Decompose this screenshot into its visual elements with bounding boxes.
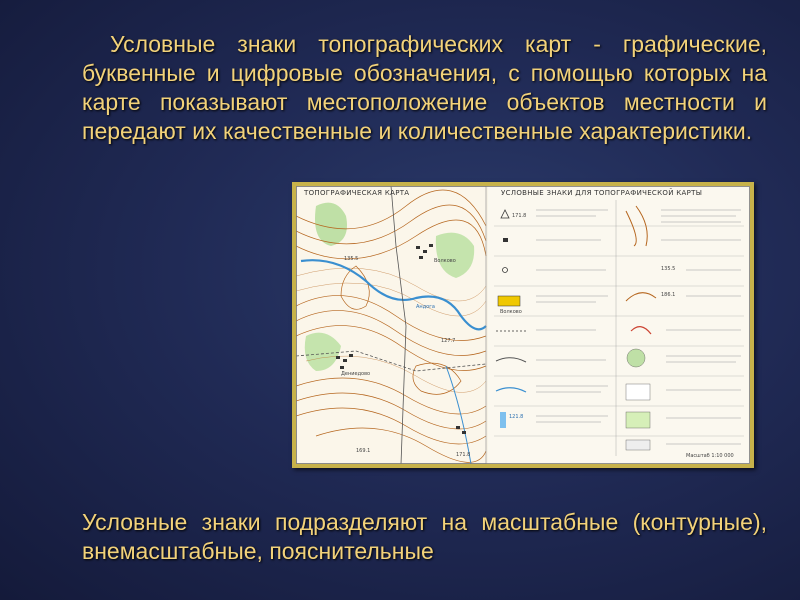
legend-scale: Масштаб 1:10 000 — [686, 453, 734, 459]
map-panel — [296, 186, 486, 464]
map-title: ТОПОГРАФИЧЕСКАЯ КАРТА — [304, 189, 410, 197]
map-village-label: Дениедово — [341, 371, 371, 377]
map-elevation-label: 135.5 — [344, 256, 359, 262]
legend-elevation-mark: 186.1 — [661, 292, 676, 298]
map-elevation-label: 127.7 — [441, 338, 456, 344]
legend-village-sign: Волково — [500, 309, 522, 315]
classification-paragraph: Условные знаки подразделяют на масштабные (контурные), внемасштабные, пояснительные — [82, 509, 767, 564]
map-river-label: Андога — [416, 304, 435, 310]
topographic-map-figure — [292, 182, 754, 468]
legend-panel — [488, 186, 750, 464]
map-elevation-label: 171.8 — [456, 452, 471, 458]
legend-triangle-elevation: 171.8 — [512, 213, 527, 219]
legend-depth-mark: 121.8 — [509, 414, 524, 420]
legend-title: УСЛОВНЫЕ ЗНАКИ ДЛЯ ТОПОГРАФИЧЕСКОЙ КАРТЫ — [501, 189, 703, 197]
map-elevation-label: 169.1 — [356, 448, 371, 454]
map-village-label: Волково — [434, 258, 456, 264]
legend-elevation-mark: 135.5 — [661, 266, 676, 272]
definition-paragraph: Условные знаки топографических карт - графические, буквенные и цифровые обозначения, с помощью которых на карте показывают местоположение объектов местности и передают их качественные и количественные характеристики. — [82, 31, 767, 144]
